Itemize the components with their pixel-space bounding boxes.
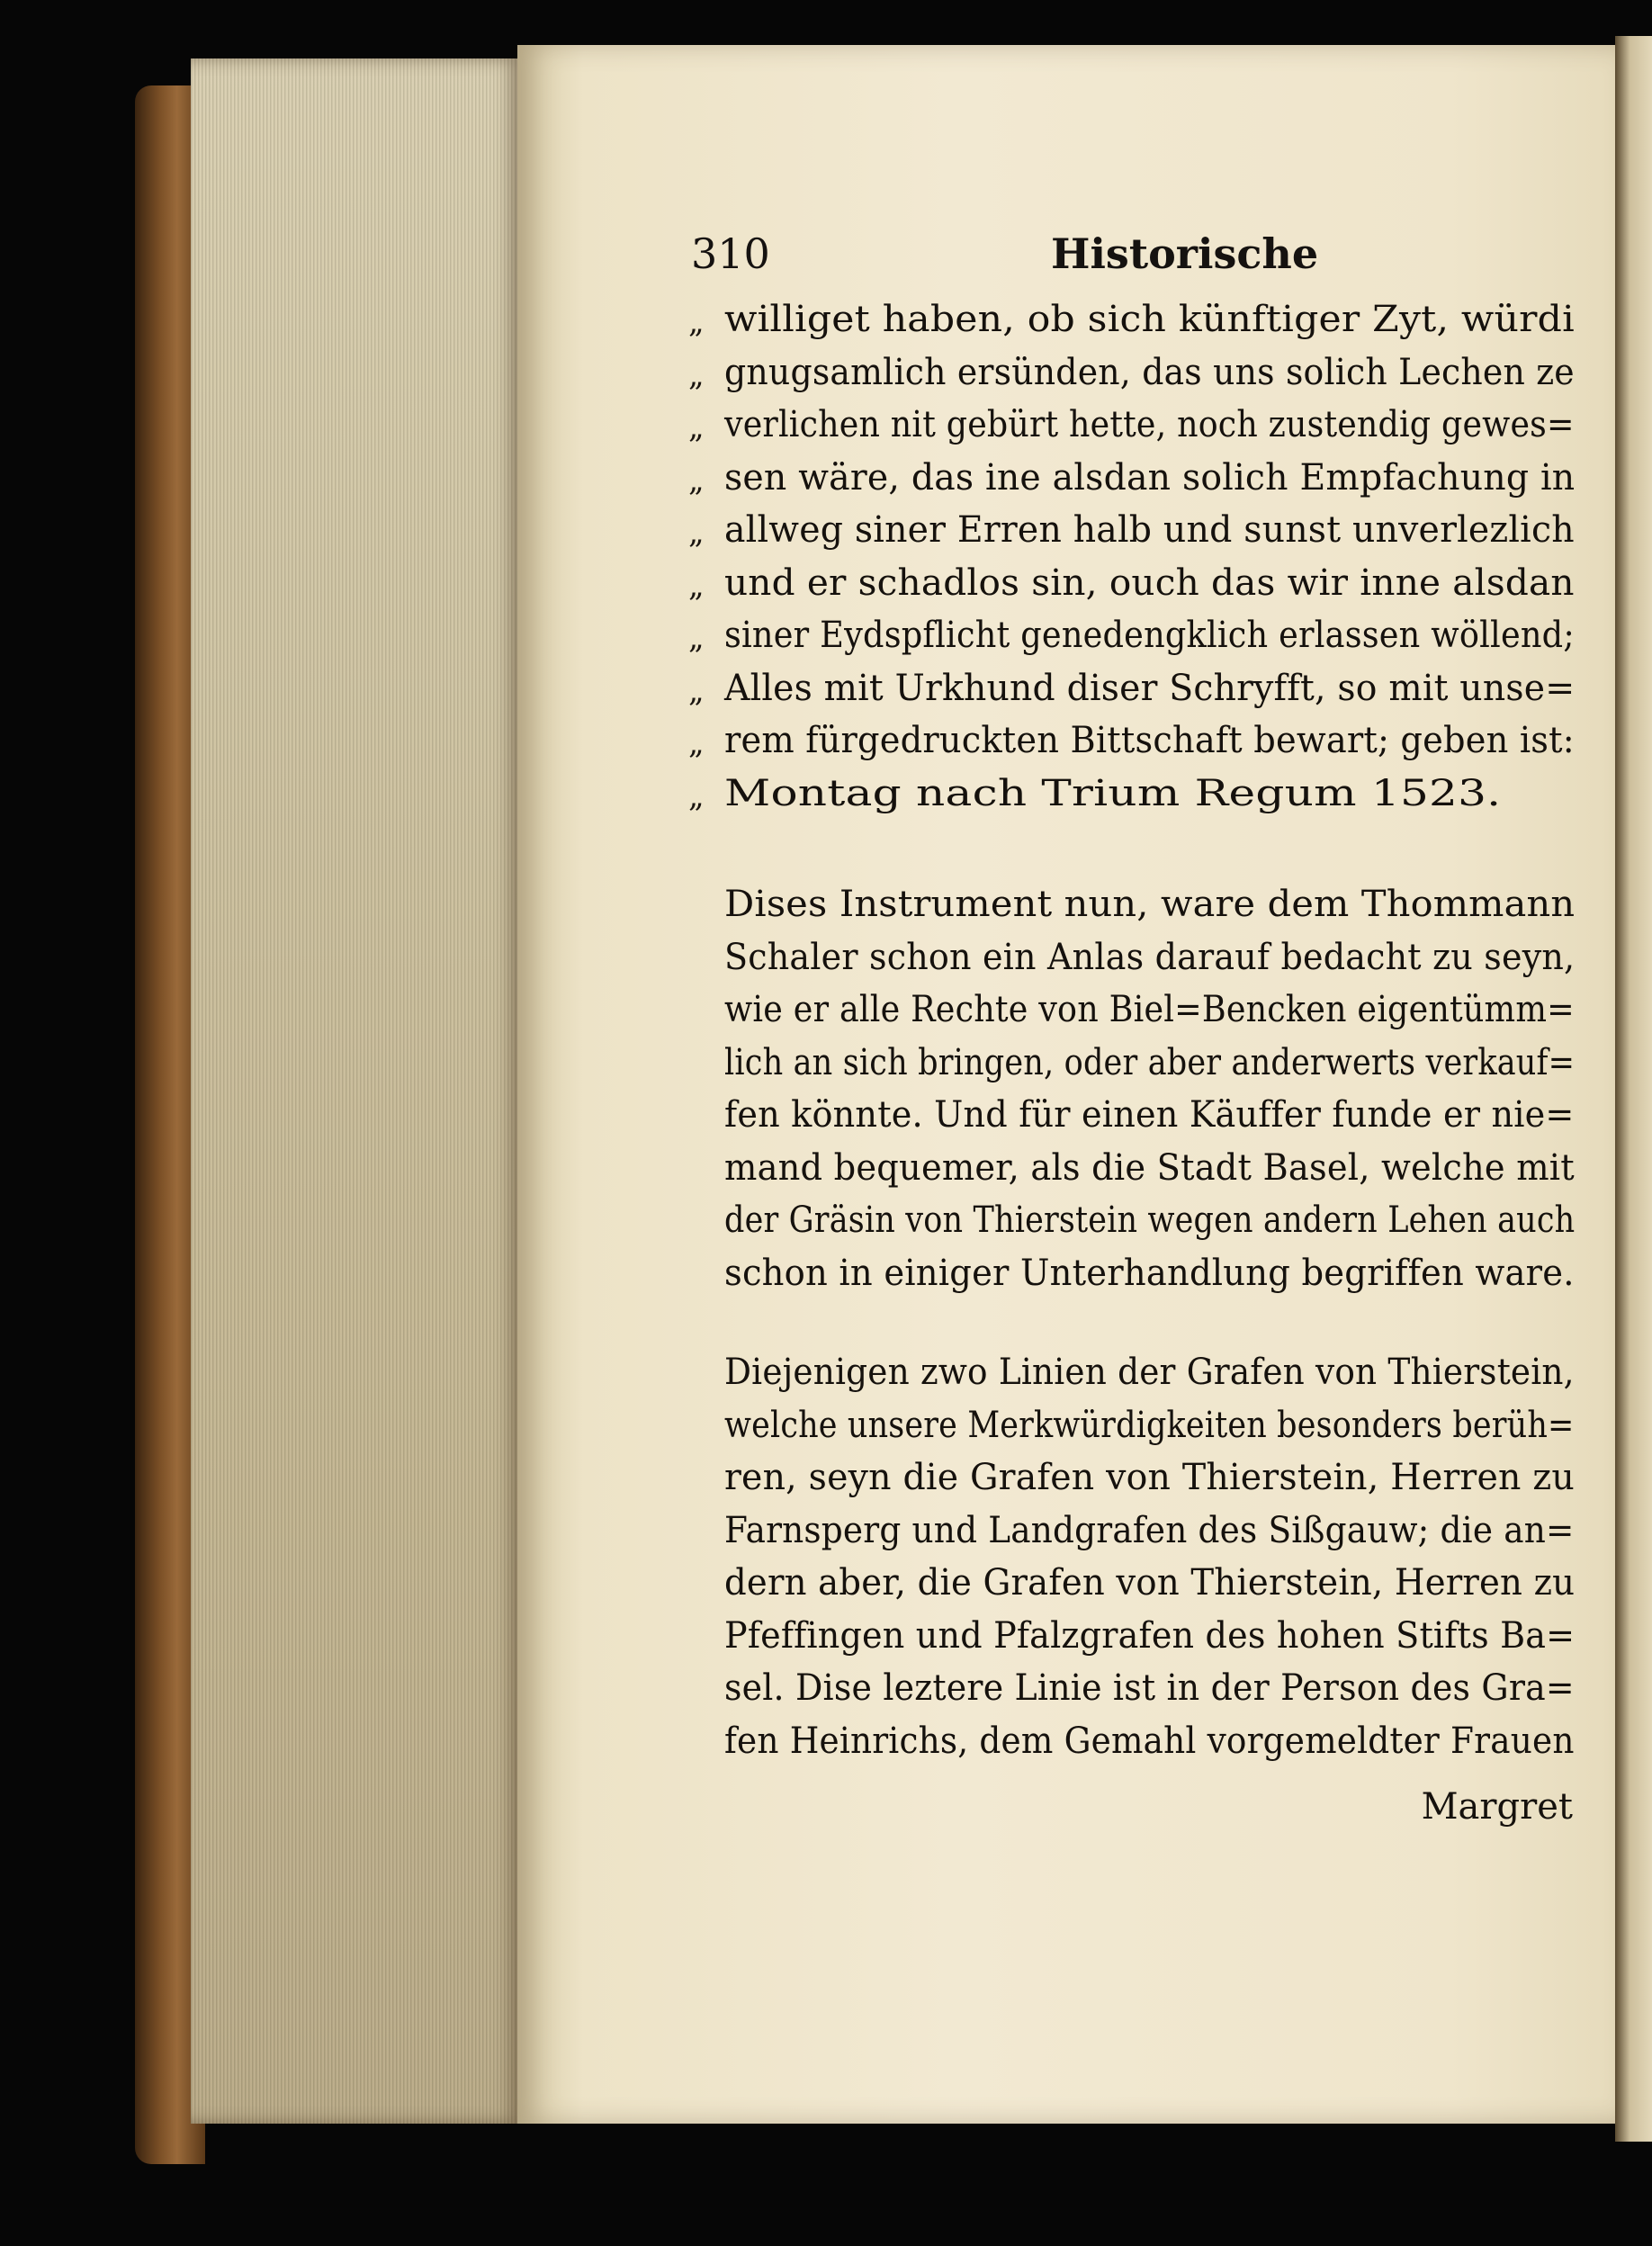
quotation-mark: „	[688, 672, 705, 709]
text-line-content: siner Eydspflicht genedengklich erlassen wöllend;	[724, 615, 1575, 656]
quotation-mark: „	[688, 567, 705, 604]
text-line-content: gnugsamlich ersünden, das uns solich Lechen ze	[724, 351, 1575, 393]
text-line	[688, 404, 1652, 445]
text-line	[724, 1404, 1652, 1446]
quotation-mark: „	[688, 462, 705, 499]
text-line	[724, 1667, 1622, 1709]
text-line-content: allweg siner Erren halb und sunst unverlezlich	[724, 509, 1575, 551]
text-line-content: fen Heinrichs, dem Gemahl vorgemeldter Frauen	[724, 1720, 1575, 1762]
text-line-content: lich an sich bringen, oder aber anderwerts verkauf=	[724, 1041, 1576, 1083]
text-line	[688, 456, 1588, 499]
text-line	[724, 936, 1619, 978]
text-line-content: und er schadlos sin, ouch das wir inne alsdan	[724, 562, 1575, 604]
text-line-content: Dises Instrument nun, ware dem Thommann	[724, 884, 1576, 925]
text-line-content: Schaler schon ein Anlas darauf bedacht zu seyn,	[724, 936, 1576, 978]
text-line-content: Diejenigen zwo Linien der Grafen von Thierstein,	[724, 1352, 1575, 1393]
text-line	[688, 351, 1624, 393]
catchword: Margret	[1421, 1786, 1573, 1828]
text-line	[724, 989, 1652, 1030]
quotation-mark: „	[688, 777, 705, 814]
text-line	[688, 562, 1575, 604]
text-line-content: Farnsperg und Landgrafen des Sißgauw; die an=	[724, 1509, 1575, 1551]
text-line	[724, 1146, 1611, 1189]
quotation-mark: „	[688, 515, 705, 551]
text-line-content: der Gräsin von Thierstein wegen andern Lehen auch	[724, 1199, 1576, 1241]
quotation-mark: „	[688, 725, 705, 761]
text-line-content: ren, seyn die Grafen von Thierstein, Herren zu	[724, 1457, 1575, 1498]
quotation-mark: „	[688, 620, 705, 656]
quotation-mark: „	[688, 409, 705, 445]
text-line	[724, 1614, 1618, 1657]
text-line	[724, 1352, 1633, 1393]
text-line-content: dern aber, die Grafen von Thierstein, Herren zu	[724, 1562, 1576, 1604]
text-line	[724, 1457, 1586, 1498]
running-head	[691, 229, 1319, 283]
text-line	[688, 772, 1502, 814]
quotation-mark: „	[688, 304, 705, 340]
page-title: Historische	[1051, 229, 1319, 278]
text-line-content: verlichen nit gebürt hette, noch zustendig gewes=	[724, 404, 1575, 445]
page-edge-stack	[191, 58, 524, 2124]
text-line-content: sel. Dise leztere Linie ist in der Person des Gra=	[724, 1667, 1575, 1709]
text-line	[724, 884, 1576, 925]
text-line	[724, 1199, 1652, 1241]
text-line-content: welche unsere Merkwürdigkeiten besonders berüh=	[724, 1404, 1575, 1446]
text-line	[724, 1509, 1633, 1551]
text-line-content: williget haben, ob sich künftiger Zyt, würdi	[724, 299, 1575, 340]
text-line-content: rem fürgedruckten Bittschaft bewart; geben ist:	[724, 720, 1575, 761]
text-line	[724, 1720, 1633, 1762]
text-line	[724, 1041, 1652, 1083]
text-line	[724, 1562, 1605, 1604]
text-line-content: sen wäre, das ine alsdan solich Empfachung in	[724, 456, 1576, 499]
text-line	[688, 509, 1587, 551]
quotation-mark: „	[688, 356, 705, 393]
text-line-content: Montag nach Trium Regum 1523.	[724, 772, 1502, 814]
facing-page-edge	[1615, 36, 1652, 2142]
text-line	[688, 615, 1651, 656]
text-line	[724, 1094, 1615, 1136]
text-line	[724, 1252, 1608, 1294]
text-line	[688, 667, 1590, 709]
text-line-content: wie er alle Rechte von Biel=Bencken eigentümm=	[724, 989, 1575, 1030]
text-line-content: mand bequemer, als die Stadt Basel, welche mit	[724, 1146, 1575, 1189]
text-line-content: Pfeffingen und Pfalzgrafen des hohen Stifts Ba=	[724, 1614, 1576, 1657]
page-number: 310	[691, 229, 770, 278]
text-line-content: Alles mit Urkhund diser Schryfft, so mit unse=	[724, 667, 1576, 709]
text-line	[688, 299, 1575, 340]
text-line-content: fen könnte. Und für einen Käuffer funde er nie=	[724, 1094, 1575, 1136]
text-line-content: schon in einiger Unterhandlung begriffen ware.	[724, 1252, 1575, 1294]
text-line	[688, 720, 1612, 761]
